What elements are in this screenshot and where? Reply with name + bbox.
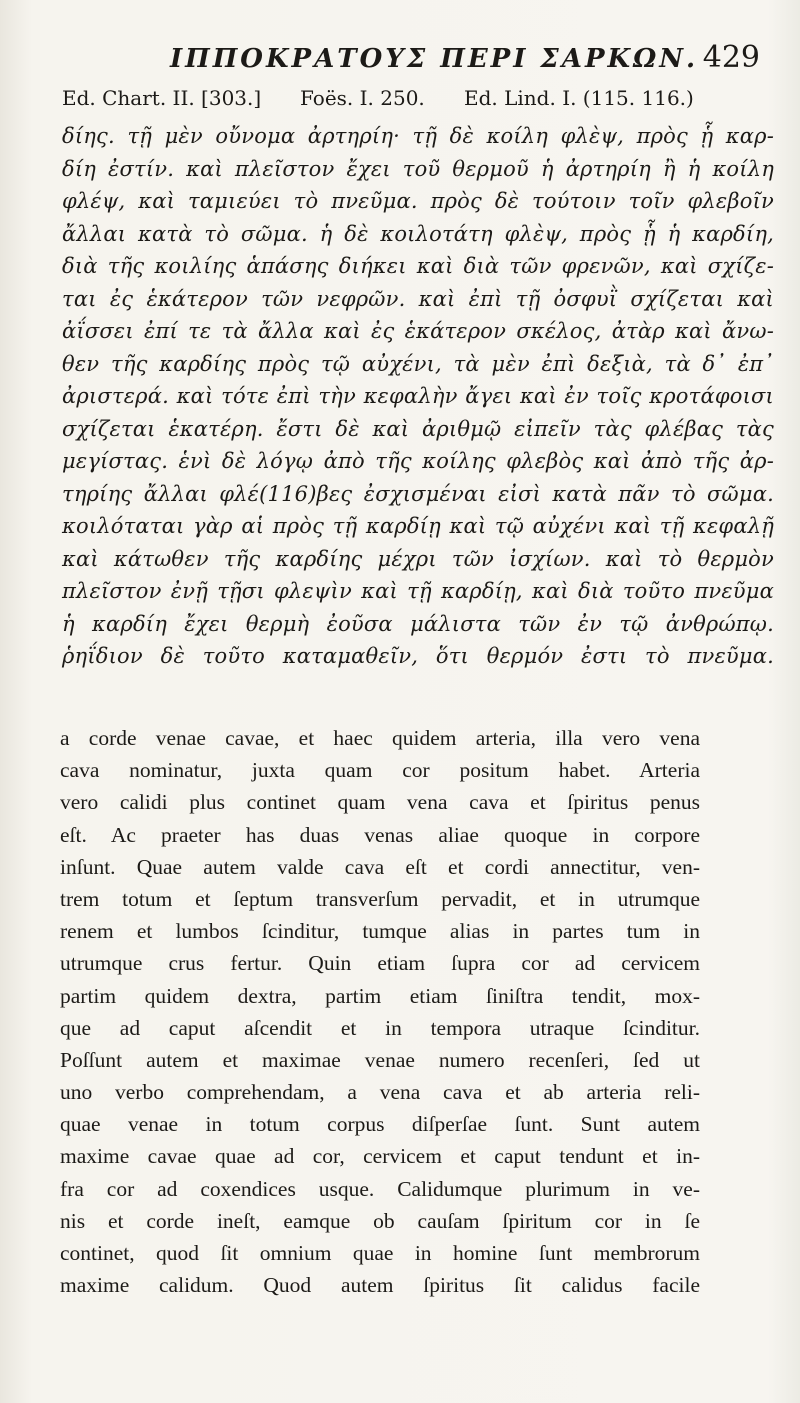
greek-text-line: δίη ἐστίν. καὶ πλεῖστον ἔχει τοῦ θερμοῦ ἡ ἀρτηρίη ἢ ἡ κοίλη [62, 156, 774, 181]
greek-text-line: ῥηΐδιον δὲ τοῦτο καταμαθεῖν, ὅτι θερμόν ἐστι τὸ πνεῦμα. [62, 644, 774, 668]
latin-text-line: cava nominatur, juxta quam cor positum habet. Arteria [60, 758, 700, 783]
greek-text-line: ἀΐσσει ἐπί τε τὰ ἄλλα καὶ ἐς ἑκάτερον σκέλος, ἀτὰρ καὶ ἄνω- [62, 319, 774, 343]
latin-text-line: renem et lumbos ſcinditur, tumque alias in partes tum in [60, 919, 700, 944]
edition-references [62, 86, 776, 116]
latin-text-line: inſunt. Quae autem valde cava eſt et cordi annectitur, ven- [60, 854, 700, 879]
greek-text-line: φλέψ, καὶ ταμιεύει τὸ πνεῦμα. πρὸς δὲ τούτοιν τοῖν φλεβοῖν [62, 189, 774, 213]
greek-text-line: κοιλόταται γὰρ αἱ πρὸς τῇ καρδίῃ καὶ τῷ αὐχένι καὶ τῇ κεφαλῇ [62, 514, 774, 538]
running-head [60, 38, 770, 84]
greek-text-line: πλεῖστον ἐνῇ τῇσι φλεψὶν καὶ τῇ καρδίῃ, καὶ διὰ τοῦτο πνεῦμα [62, 579, 774, 603]
latin-text-line: utrumque crus fertur. Quin etiam ſupra cor ad cervicem [60, 951, 700, 976]
edition-ref-linden: Ed. Lind. I. (115. 116.) [464, 86, 694, 110]
latin-text-line: que ad caput aſcendit et in tempora utraque ſcinditur. [60, 1015, 700, 1040]
greek-text-line: δίης. τῇ μὲν οὔνομα ἀρτηρίη· τῇ δὲ κοίλη φλὲψ, πρὸς ᾗ καρ- [62, 124, 774, 148]
latin-text-line: vero calidi plus continet quam vena cava et ſpiritus penus [60, 790, 700, 815]
edition-ref-chartier: Ed. Chart. II. [303.] [62, 86, 262, 110]
latin-text-line: Poſſunt autem et maximae venae numero recenſeri, ſed ut [60, 1047, 700, 1072]
page-number: 429 [702, 40, 760, 75]
greek-text-block [62, 120, 774, 673]
greek-text-line: τηρίης ἄλλαι φλέ(116)βες ἐσχισμέναι εἰσὶ κατὰ πᾶν τὸ σῶμα. [62, 481, 774, 506]
latin-text-line: continet, quod ſit omnium quae in homine ſunt membrorum [60, 1241, 700, 1265]
latin-text-block [60, 722, 700, 1301]
greek-text-line: θεν τῆς καρδίης πρὸς τῷ αὐχένι, τὰ μὲν ἐπὶ δεξιὰ, τὰ δ᾽ ἐπ᾽ [62, 351, 774, 376]
greek-text-line: ἄλλαι κατὰ τὸ σῶμα. ἡ δὲ κοιλοτάτη φλὲψ, πρὸς ᾗ ἡ καρδίη, [62, 221, 774, 246]
running-title: ΙΠΠΟΚΡΑΤΟΥΣ ΠΕΡΙ ΣΑΡΚΩΝ. [170, 44, 699, 74]
latin-text-line: fra cor ad coxendices usque. Calidumque plurimum in ve- [60, 1176, 700, 1201]
latin-text-line: maxime calidum. Quod autem ſpiritus ſit calidus facile [60, 1273, 700, 1298]
greek-text-line: ἀριστερά. καὶ τότε ἐπὶ τὴν κεφαλὴν ἄγει καὶ ἐν τοῖς κροτάφοισι [62, 384, 774, 408]
latin-text-line: partim quidem dextra, partim etiam ſiniſtra tendit, mox- [60, 983, 700, 1008]
latin-text-line: eſt. Ac praeter has duas venas aliae quoque in corpore [60, 822, 700, 847]
latin-text-line: a corde venae cavae, et haec quidem arteria, illa vero vena [60, 726, 700, 750]
latin-text-line: uno verbo comprehendam, a vena cava et ab arteria reli- [60, 1080, 700, 1105]
latin-text-line: nis et corde ineſt, eamque ob cauſam ſpiritum cor in ſe [60, 1208, 700, 1233]
greek-text-line: ται ἐς ἑκάτερον τῶν νεφρῶν. καὶ ἐπὶ τῇ ὀσφυῒ σχίζεται καὶ [62, 286, 774, 311]
greek-text-line: καὶ κάτωθεν τῆς καρδίης μέχρι τῶν ἰσχίων. καὶ τὸ θερμὸν [62, 546, 774, 571]
greek-text-line: διὰ τῆς κοιλίης ἁπάσης διήκει καὶ διὰ τῶν φρενῶν, καὶ σχίζε- [62, 254, 774, 278]
edition-ref-foesius: Foës. I. 250. [300, 86, 425, 110]
greek-text-line: ἡ καρδίη ἔχει θερμὴ ἐοῦσα μάλιστα τῶν ἐν τῷ ἀνθρώπῳ. [62, 611, 774, 636]
latin-text-line: quae venae in totum corpus diſperſae ſunt. Sunt autem [60, 1112, 700, 1137]
greek-text-line: μεγίστας. ἑνὶ δὲ λόγῳ ἀπὸ τῆς κοίλης φλεβὸς καὶ ἀπὸ τῆς ἀρ- [62, 449, 774, 473]
latin-text-line: trem totum et ſeptum transverſum pervadit, et in utrumque [60, 886, 700, 911]
latin-text-line: maxime cavae quae ad cor, cervicem et caput tendunt et in- [60, 1144, 700, 1169]
greek-text-line: σχίζεται ἑκατέρη. ἔστι δὲ καὶ ἀριθμῷ εἰπεῖν τὰς φλέβας τὰς [62, 416, 774, 441]
